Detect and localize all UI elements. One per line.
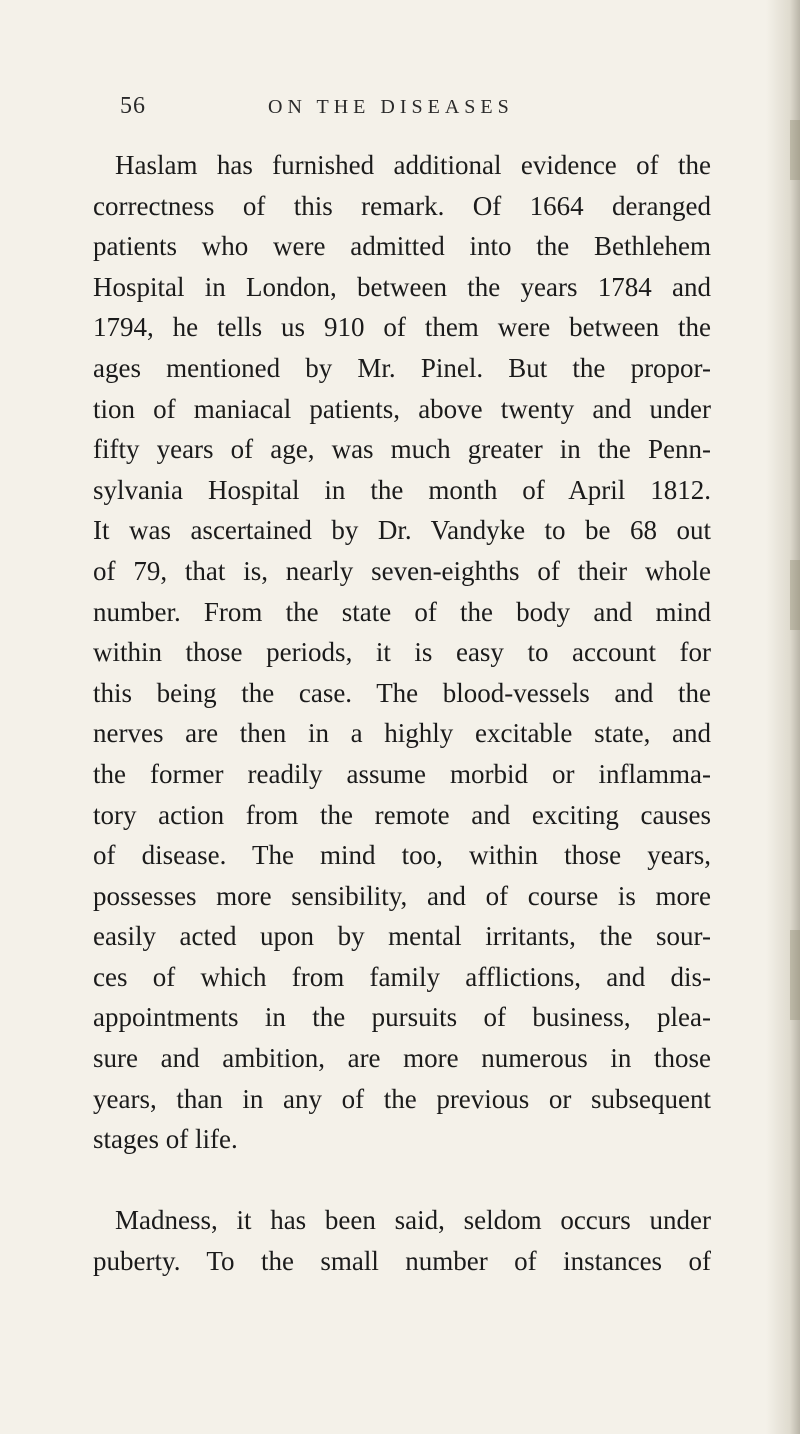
text-line: It was ascertained by Dr. Vandyke to be 68 out bbox=[93, 515, 711, 546]
text-line: easily acted upon by mental irritants, the sour- bbox=[93, 921, 711, 952]
text-line: Hospital in London, between the years 1784 and bbox=[93, 271, 711, 302]
text-line: this being the case. The blood-vessels and the bbox=[93, 677, 711, 708]
text-line: tion of maniacal patients, above twenty and under bbox=[93, 393, 711, 424]
text-line: ages mentioned by Mr. Pinel. But the propor- bbox=[93, 352, 711, 383]
text-line: appointments in the pursuits of business, plea- bbox=[93, 1002, 711, 1033]
text-line: the former readily assume morbid or inflamma- bbox=[93, 758, 711, 789]
text-line: stages of life. bbox=[93, 1124, 238, 1155]
text-line: 1794, he tells us 910 of them were between the bbox=[93, 312, 711, 343]
page-gutter-shadow bbox=[766, 0, 800, 1434]
page-edge-stain bbox=[790, 120, 800, 180]
running-head-title: ON THE DISEASES bbox=[268, 96, 514, 118]
paragraph-break bbox=[93, 1160, 711, 1201]
text-line: Madness, it has been said, seldom occurs under bbox=[115, 1205, 711, 1236]
text-line: of disease. The mind too, within those years, bbox=[93, 840, 711, 871]
text-line: patients who were admitted into the Bethlehem bbox=[93, 231, 711, 262]
text-line: nerves are then in a highly excitable state, and bbox=[93, 718, 711, 749]
page-edge-stain bbox=[790, 930, 800, 1020]
running-head bbox=[120, 93, 710, 123]
page-edge-stain bbox=[790, 560, 800, 630]
text-line: possesses more sensibility, and of course is more bbox=[93, 880, 711, 911]
text-line: of 79, that is, nearly seven-eighths of their whole bbox=[93, 555, 711, 586]
text-line: Haslam has furnished additional evidence of the bbox=[115, 150, 711, 180]
text-line: puberty. To the small number of instances of bbox=[93, 1246, 711, 1277]
text-line: correctness of this remark. Of 1664 deranged bbox=[93, 190, 711, 221]
text-line: fifty years of age, was much greater in the Penn- bbox=[93, 434, 711, 465]
body-text bbox=[93, 145, 711, 1282]
page-number: 56 bbox=[120, 93, 146, 119]
text-line: within those periods, it is easy to account for bbox=[93, 637, 711, 668]
text-line: tory action from the remote and exciting causes bbox=[93, 799, 711, 830]
text-line: ces of which from family afflictions, and dis- bbox=[93, 961, 711, 992]
text-line: sylvania Hospital in the month of April 1812. bbox=[93, 474, 711, 505]
text-line: number. From the state of the body and mind bbox=[93, 596, 711, 627]
text-line: years, than in any of the previous or subsequent bbox=[93, 1083, 711, 1114]
text-line: sure and ambition, are more numerous in those bbox=[93, 1043, 711, 1074]
